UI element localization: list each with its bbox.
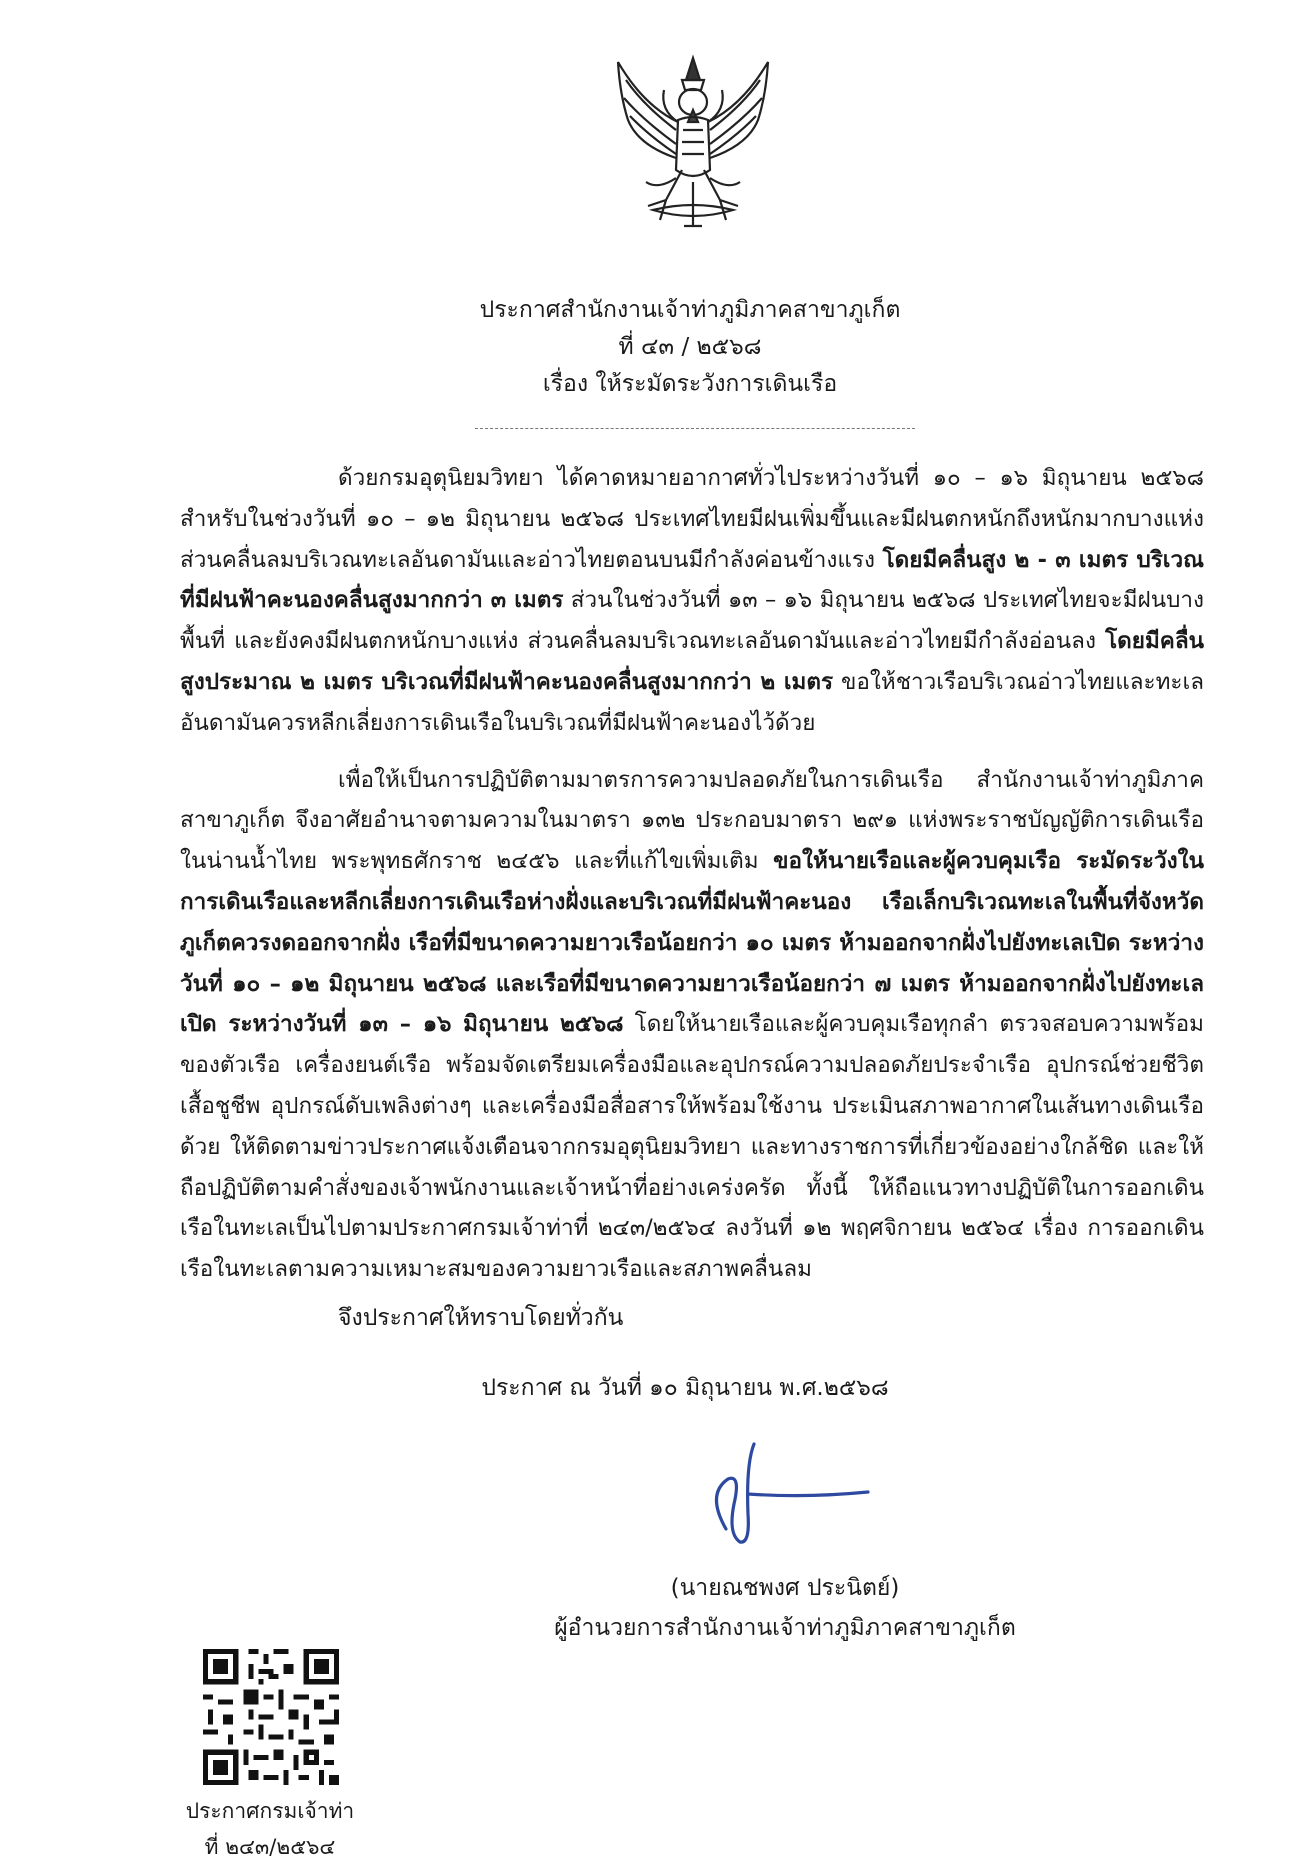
signer-block <box>0 1568 1308 1648</box>
qr-caption <box>160 1793 380 1865</box>
paragraph2-bold-1: ขอให้นายเรือและผู้ควบคุมเรือ ระมัดระวังในการเดินเรือและหลีกเลี่ยงการเดินเรือห่างฝั่งและบริเวณที่มีฝนฟ้าคะนอง เรือเล็กบริเวณทะเลในพื้นที่จังหวัดภูเก็ตควรงดออกจากฝั่ง เรือที่มีขนาดความยาวเรือน้อยกว่า ๑๐ เมตร ห้ามออกจากฝั่งไปยังทะเลเปิด ระหว่างวันที่ ๑๐ – ๑๒ มิถุนายน ๒๕๖๘ และเรือที่มีขนาดความยาวเรือน้อยกว่า ๗ เมตร ห้ามออกจากฝั่งไปยังทะเลเปิด ระหว่างวันที่ ๑๓ – ๑๖ มิถุนายน ๒๕๖๘ <box>180 848 1204 1038</box>
paragraph1-text-1: ด้วยกรมอุตุนิยมวิทยา ได้คาดหมายอากาศทั่วไประหว่างวันที่ ๑๐ – ๑๖ มิถุนายน ๒๕๖๘ สำหรับในช่วงวันที่ ๑๐ – ๑๒ มิถุนายน ๒๕๖๘ ประเทศไทยมีฝนเพิ่มขึ้นและมีฝนตกหนักถึงหนักมากบางแห่ง ส่วนคลื่นลมบริเวณทะเลอันดามันและอ่าวไทยตอนบนมีกำลังค่อนข้างแรง <box>180 465 1204 573</box>
handwritten-signature <box>696 1434 876 1549</box>
signer-name: (นายณชพงศ ประนิตย์) <box>670 1575 900 1601</box>
paragraph2-text-1: เพื่อให้เป็นการปฏิบัติตามมาตรการความปลอดภัยในการเดินเรือ สำนักงานเจ้าท่าภูมิภาคสาขาภูเก็ต จึงอาศัยอำนาจตามความในมาตรา ๑๓๒ ประกอบมาตรา ๒๙๑ แห่งพระราชบัญญัติการเดินเรือในน่านน้ำไทย พระพุทธศักราช ๒๔๕๖ และที่แก้ไขเพิ่มเติม <box>180 766 1204 875</box>
garuda-emblem <box>598 50 788 240</box>
qr-code[interactable] <box>198 1644 344 1790</box>
qr-caption-line1: ประกาศกรมเจ้าท่า <box>185 1799 355 1823</box>
paragraph1-text-2: ส่วนในช่วงวันที่ ๑๓ – ๑๖ มิถุนายน ๒๕๖๘ ประเทศไทยจะมีฝนบางพื้นที่ และยังคงมีฝนตกหนักบางแห่ง ส่วนคลื่นลมบริเวณทะเลอันดามันและอ่าวไทยมีกำลังอ่อนลง <box>180 587 1204 655</box>
paragraph1-bold-1: โดยมีคลื่นสูง ๒ - ๓ เมตร บริเวณที่มีฝนฟ้าคะนองคลื่นสูงมากกว่า ๓ เมตร <box>180 546 1205 614</box>
announcement-date: ประกาศ ณ วันที่ ๑๐ มิถุนายน พ.ศ.๒๕๖๘ <box>481 1375 889 1401</box>
signer-title: ผู้อำนวยการสำนักงานเจ้าท่าภูมิภาคสาขาภูเก็ต <box>554 1615 1016 1641</box>
issuer-title: ประกาศสำนักงานเจ้าท่าภูมิภาคสาขาภูเก็ต <box>479 297 901 323</box>
qr-caption-line2: ที่ ๒๔๓/๒๕๖๔ <box>204 1835 336 1859</box>
paragraph-safety-measures <box>180 760 1204 1290</box>
announcement-subject: เรื่อง ให้ระมัดระวังการเดินเรือ <box>542 371 838 397</box>
paragraph2-text-2: โดยให้นายเรือและผู้ควบคุมเรือทุกลำ ตรวจสอบความพร้อมของตัวเรือ เครื่องยนต์เรือ พร้อมจัดเตรียมเครื่องมือและอุปกรณ์ความปลอดภัยประจำเรือ อุปกรณ์ช่วยชีวิต เสื้อชูชีพ อุปกรณ์ดับเพลิงต่างๆ และเครื่องมือสื่อสารให้พร้อมใช้งาน ประเมินสภาพอากาศในเส้นทางเดินเรือด้วย ให้ติดตามข่าวประกาศแจ้งเตือนจากกรมอุตุนิยมวิทยา และทางราชการที่เกี่ยวข้องอย่างใกล้ชิด และให้ถือปฏิบัติตามคำสั่งของเจ้าพนักงานและเจ้าหน้าที่อย่างเคร่งครัด ทั้งนี้ ให้ถือแนวทางปฏิบัติในการออกเดินเรือในทะเลเป็นไปตามประกาศกรมเจ้าท่าที่ ๒๔๓/๒๕๖๔ ลงวันที่ ๑๒ พฤศจิกายน ๒๕๖๔ เรื่อง การออกเดินเรือในทะเลตามความเหมาะสมของความยาวเรือและสภาพคลื่นลม <box>180 1011 1204 1283</box>
announcement-number: ที่ ๔๓ / ๒๕๖๘ <box>618 334 762 360</box>
paragraph1-text-3: ขอให้ชาวเรือบริเวณอ่าวไทยและทะเลอันดามันควรหลีกเลี่ยงการเดินเรือในบริเวณที่มีฝนฟ้าคะนองไว้ด้วย <box>180 668 1204 736</box>
closing-statement: จึงประกาศให้ทราบโดยทั่วกัน <box>338 1305 624 1331</box>
announcement-body <box>180 458 1204 1290</box>
paragraph1-bold-2: โดยมีคลื่นสูงประมาณ ๒ เมตร บริเวณที่มีฝนฟ้าคะนองคลื่นสูงมากกว่า ๒ เมตร <box>180 628 1204 695</box>
announcement-header <box>0 292 1308 403</box>
paragraph-weather-forecast <box>180 458 1204 744</box>
header-divider <box>475 428 915 429</box>
